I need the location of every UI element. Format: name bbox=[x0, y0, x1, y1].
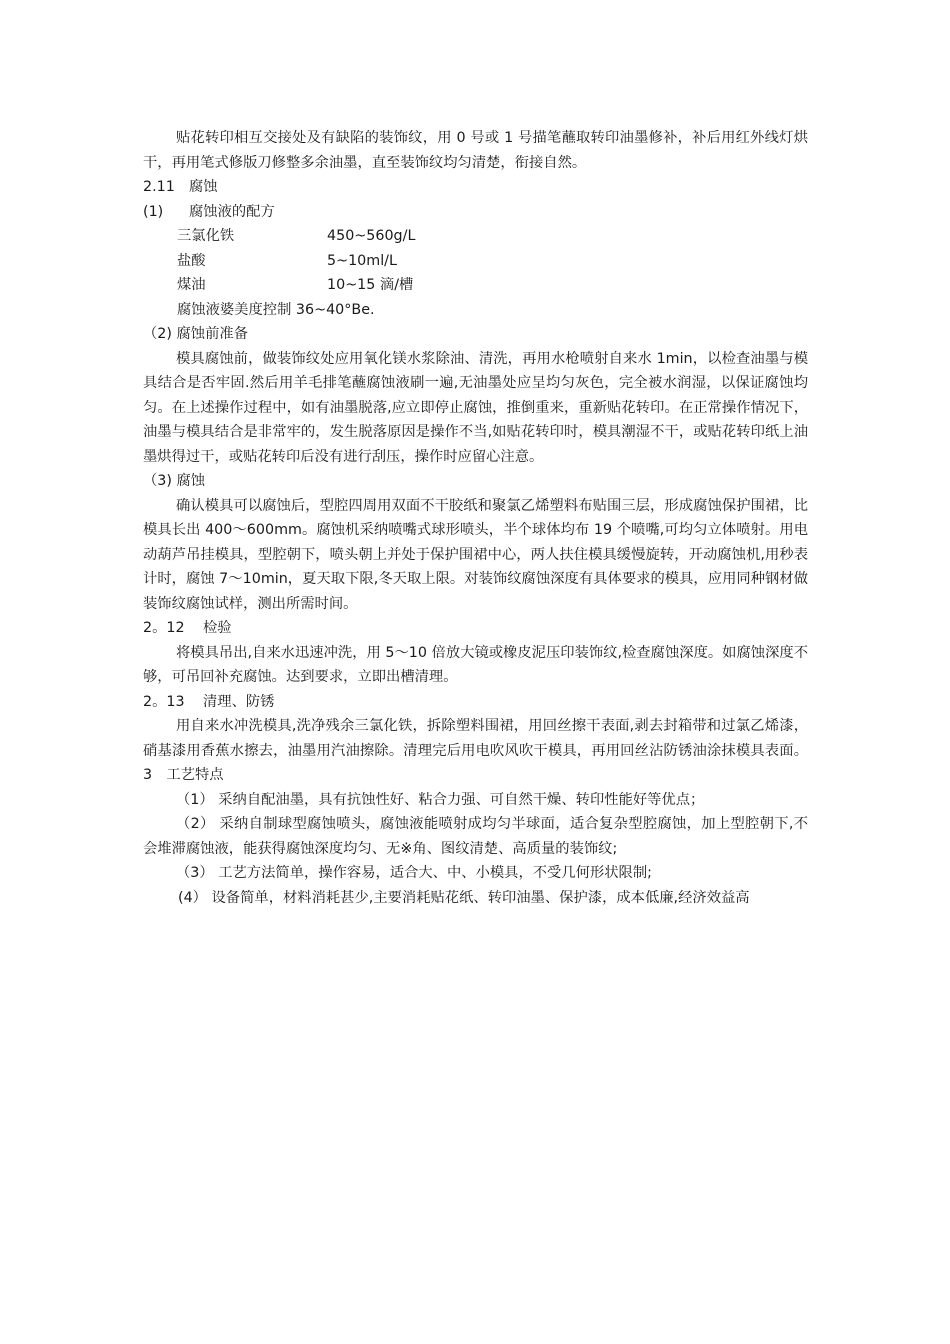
formula-row bbox=[143, 273, 808, 298]
baume-note: 腐蚀液婆美度控制 36~40°Be. bbox=[177, 301, 375, 318]
section-heading-2-11 bbox=[143, 175, 808, 200]
paragraph-intro: 贴花转印相互交接处及有缺陷的装饰纹，用 0 号或 1 号描笔蘸取转印油墨修补，补后用红外线灯烘干，再用笔式修版刀修整多余油墨，直至装饰纹均匀清楚，衔接自然。 bbox=[143, 130, 808, 171]
section-title: 检验 bbox=[203, 620, 232, 636]
paragraph-cleaning: 用自来水冲洗模具,洗净残余三氯化铁，拆除塑料围裙，用回丝擦干表面,剥去封箱带和过氯乙烯漆，硝基漆用香蕉水擦去，油墨用汽油擦除。清理完后用电吹风吹干模具，再用回丝沾防锈油涂抹模具表面。3 工艺特点 bbox=[143, 718, 808, 783]
subheading-number: (1) bbox=[143, 203, 164, 220]
feature-item-4: (4） 设备简单，材料消耗甚少,主要消耗贴花纸、转印油墨、保护漆，成本低廉,经济效益高 bbox=[178, 889, 750, 906]
section-title: 清理、防锈 bbox=[203, 693, 275, 710]
formula-amount: 10~15 滴/槽 bbox=[327, 277, 414, 293]
document-body bbox=[143, 126, 808, 910]
formula-name: 煤油 bbox=[177, 277, 206, 293]
formula-amount: 5~10ml/L bbox=[327, 252, 397, 269]
paragraph-etching: 确认模具可以腐蚀后，型腔四周用双面不干胶纸和聚氯乙烯塑料布贴围三层，形成腐蚀保护围裙，比模具长出 400～600mm。腐蚀机采纳喷嘴式球形喷头，半个球体均布 19 个喷嘴,可均匀立体喷射。用电动葫芦吊挂模具，型腔朝下，喷头朝上并处于保护围裙中心，两人扶住模具缓慢旋转，开动腐蚀机,用秒表计时，腐蚀 7～10min，夏天取下限,冬天取上限。对装饰纹腐蚀深度有具体要求的模具，应用同种钢材做装饰纹腐蚀试样，测出所需时间。 bbox=[143, 497, 808, 612]
subheading-formula bbox=[143, 200, 808, 225]
paragraph-inspection: 将模具吊出,自来水迅速冲洗，用 5～10 倍放大镜或橡皮泥压印装饰纹,检查腐蚀深度。如腐蚀深度不够，可吊回补充腐蚀。达到要求，立即出槽清理。 bbox=[143, 644, 808, 685]
section-number: 2.11 bbox=[143, 179, 175, 195]
feature-item-3: （3） 工艺方法简单，操作容易，适合大、中、小模具，不受几何形状限制; bbox=[176, 865, 652, 881]
paragraph-preparation: 模具腐蚀前，做装饰纹处应用氧化镁水浆除油、清洗，再用水枪喷射自来水 1min，以检查油墨与模具结合是否牢固.然后用羊毛排笔蘸腐蚀液刷一遍,无油墨处应呈均匀灰色，完全被水润湿，以保证腐蚀均匀。在上述操作过程中，如有油墨脱落,应立即停止腐蚀，推倒重来，重新贴花转印。在正常操作情况下，油墨与模具结合是非常牢的，发生脱落原因是操作不当,如贴花转印时，模具潮湿不干，或贴花转印纸上油墨烘得过干，或贴花转印后没有进行刮压，操作时应留心注意。 bbox=[143, 350, 808, 465]
formula-list bbox=[143, 224, 808, 298]
section-heading-2-13 bbox=[143, 690, 808, 715]
formula-name: 盐酸 bbox=[177, 252, 206, 269]
section-heading-2-12 bbox=[143, 616, 808, 641]
feature-item-2: （2） 采纳自制球型腐蚀喷头，腐蚀液能喷射成均匀半球面，适合复杂型腔腐蚀，加上型腔朝下,不会堆滞腐蚀液，能获得腐蚀深度均匀、无※角、图纹清楚、高质量的装饰纹; bbox=[143, 816, 808, 857]
section-number: 2。12 bbox=[143, 620, 185, 636]
section-number: 2。13 bbox=[143, 693, 185, 710]
feature-item-1: （1） 采纳自配油墨，具有抗蚀性好、粘合力强、可自然干燥、转印性能好等优点； bbox=[176, 791, 705, 808]
formula-name: 三氯化铁 bbox=[177, 228, 235, 244]
formula-row bbox=[143, 249, 808, 274]
subheading-etching: （3) 腐蚀 bbox=[143, 473, 206, 489]
subheading-title: 腐蚀液的配方 bbox=[189, 203, 275, 220]
formula-row bbox=[143, 224, 808, 249]
formula-amount: 450~560g/L bbox=[327, 228, 416, 244]
subheading-preparation: （2) 腐蚀前准备 bbox=[143, 326, 248, 342]
section-title: 腐蚀 bbox=[189, 179, 218, 195]
